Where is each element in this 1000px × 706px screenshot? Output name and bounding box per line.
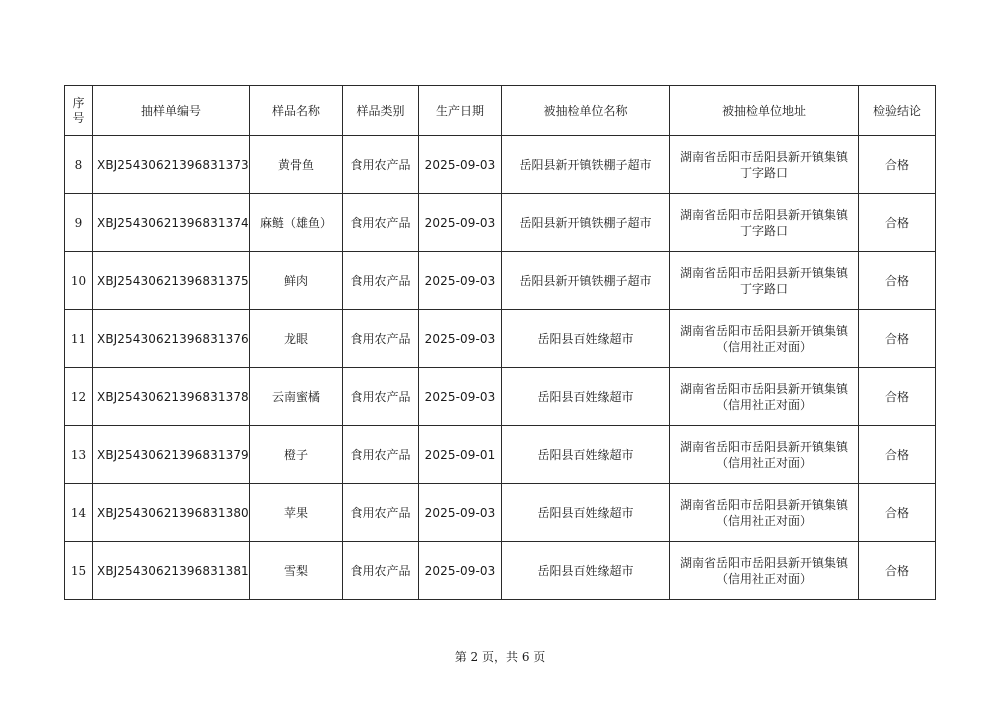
row-sample-name: 龙眼	[250, 310, 343, 368]
row-unit-address	[670, 542, 859, 600]
row-unit-name: 岳阳县新开镇铁棚子超市	[502, 252, 670, 310]
table-row	[65, 194, 936, 252]
row-index: 13	[65, 426, 93, 484]
row-production-date: 2025-09-03	[419, 368, 502, 426]
row-unit-address	[670, 136, 859, 194]
header-row	[65, 86, 936, 136]
page-indicator: 第 2 页，共 6 页	[454, 650, 546, 664]
address-line-2: 丁字路口	[739, 165, 788, 180]
table-row	[65, 310, 936, 368]
row-conclusion: 合格	[859, 426, 936, 484]
row-sample-no: XBJ25430621396831378	[93, 368, 250, 426]
header-index-line2: 号	[72, 110, 85, 125]
row-conclusion: 合格	[859, 252, 936, 310]
row-sample-category: 食用农产品	[343, 194, 419, 252]
address-line-1: 湖南省岳阳市岳阳县新开镇集镇	[679, 323, 848, 338]
row-sample-no: XBJ25430621396831381	[93, 542, 250, 600]
address-line-1: 湖南省岳阳市岳阳县新开镇集镇	[679, 381, 848, 396]
row-sample-category: 食用农产品	[343, 310, 419, 368]
row-unit-name: 岳阳县新开镇铁棚子超市	[502, 136, 670, 194]
address-line-2: （信用社正对面）	[715, 513, 812, 528]
address-line-1: 湖南省岳阳市岳阳县新开镇集镇	[679, 207, 848, 222]
row-conclusion: 合格	[859, 310, 936, 368]
row-index: 12	[65, 368, 93, 426]
address-line-2: （信用社正对面）	[715, 339, 812, 354]
row-sample-category: 食用农产品	[343, 136, 419, 194]
table-row	[65, 542, 936, 600]
row-conclusion: 合格	[859, 542, 936, 600]
row-unit-name: 岳阳县百姓缘超市	[502, 426, 670, 484]
header-unit-name: 被抽检单位名称	[502, 86, 670, 136]
header-sample-name: 样品名称	[250, 86, 343, 136]
row-sample-category: 食用农产品	[343, 368, 419, 426]
row-sample-name: 麻鲢（雄鱼）	[250, 194, 343, 252]
row-sample-category: 食用农产品	[343, 426, 419, 484]
address-line-1: 湖南省岳阳市岳阳县新开镇集镇	[679, 439, 848, 454]
row-index: 9	[65, 194, 93, 252]
row-sample-name: 鲜肉	[250, 252, 343, 310]
address-line-1: 湖南省岳阳市岳阳县新开镇集镇	[679, 265, 848, 280]
address-line-1: 湖南省岳阳市岳阳县新开镇集镇	[679, 497, 848, 512]
row-sample-name: 云南蜜橘	[250, 368, 343, 426]
address-line-1: 湖南省岳阳市岳阳县新开镇集镇	[679, 555, 848, 570]
row-index: 10	[65, 252, 93, 310]
inspection-results-table	[64, 85, 936, 600]
table-body	[65, 136, 936, 600]
header-sample-category: 样品类别	[343, 86, 419, 136]
row-production-date: 2025-09-03	[419, 484, 502, 542]
row-unit-address	[670, 194, 859, 252]
row-index: 8	[65, 136, 93, 194]
row-index: 15	[65, 542, 93, 600]
table-row	[65, 368, 936, 426]
table-row	[65, 426, 936, 484]
table-row	[65, 252, 936, 310]
row-conclusion: 合格	[859, 484, 936, 542]
address-line-1: 湖南省岳阳市岳阳县新开镇集镇	[679, 149, 848, 164]
row-unit-name: 岳阳县新开镇铁棚子超市	[502, 194, 670, 252]
row-production-date: 2025-09-03	[419, 194, 502, 252]
header-index-line1: 序	[72, 95, 85, 110]
row-sample-category: 食用农产品	[343, 252, 419, 310]
row-index: 11	[65, 310, 93, 368]
header-index	[65, 86, 93, 136]
row-production-date: 2025-09-03	[419, 136, 502, 194]
address-line-2: （信用社正对面）	[715, 397, 812, 412]
row-sample-no: XBJ25430621396831379	[93, 426, 250, 484]
address-line-2: （信用社正对面）	[715, 571, 812, 586]
row-unit-address	[670, 484, 859, 542]
row-unit-name: 岳阳县百姓缘超市	[502, 542, 670, 600]
row-production-date: 2025-09-01	[419, 426, 502, 484]
address-line-2: （信用社正对面）	[715, 455, 812, 470]
header-unit-address: 被抽检单位地址	[670, 86, 859, 136]
row-sample-category: 食用农产品	[343, 484, 419, 542]
row-conclusion: 合格	[859, 194, 936, 252]
row-unit-name: 岳阳县百姓缘超市	[502, 310, 670, 368]
header-sample-no: 抽样单编号	[93, 86, 250, 136]
row-unit-name: 岳阳县百姓缘超市	[502, 484, 670, 542]
row-sample-category: 食用农产品	[343, 542, 419, 600]
row-sample-name: 黄骨鱼	[250, 136, 343, 194]
table-row	[65, 136, 936, 194]
row-sample-no: XBJ25430621396831375	[93, 252, 250, 310]
row-unit-address	[670, 426, 859, 484]
row-sample-name: 橙子	[250, 426, 343, 484]
row-sample-name: 苹果	[250, 484, 343, 542]
row-production-date: 2025-09-03	[419, 310, 502, 368]
row-index: 14	[65, 484, 93, 542]
row-conclusion: 合格	[859, 136, 936, 194]
address-line-2: 丁字路口	[739, 281, 788, 296]
row-conclusion: 合格	[859, 368, 936, 426]
row-production-date: 2025-09-03	[419, 542, 502, 600]
address-line-2: 丁字路口	[739, 223, 788, 238]
row-unit-name: 岳阳县百姓缘超市	[502, 368, 670, 426]
row-unit-address	[670, 252, 859, 310]
row-unit-address	[670, 310, 859, 368]
row-sample-no: XBJ25430621396831374	[93, 194, 250, 252]
row-production-date: 2025-09-03	[419, 252, 502, 310]
row-sample-no: XBJ25430621396831376	[93, 310, 250, 368]
row-sample-no: XBJ25430621396831380	[93, 484, 250, 542]
table-row	[65, 484, 936, 542]
row-sample-name: 雪梨	[250, 542, 343, 600]
row-sample-no: XBJ25430621396831373	[93, 136, 250, 194]
table-header	[65, 86, 936, 136]
header-production-date: 生产日期	[419, 86, 502, 136]
header-conclusion: 检验结论	[859, 86, 936, 136]
row-unit-address	[670, 368, 859, 426]
